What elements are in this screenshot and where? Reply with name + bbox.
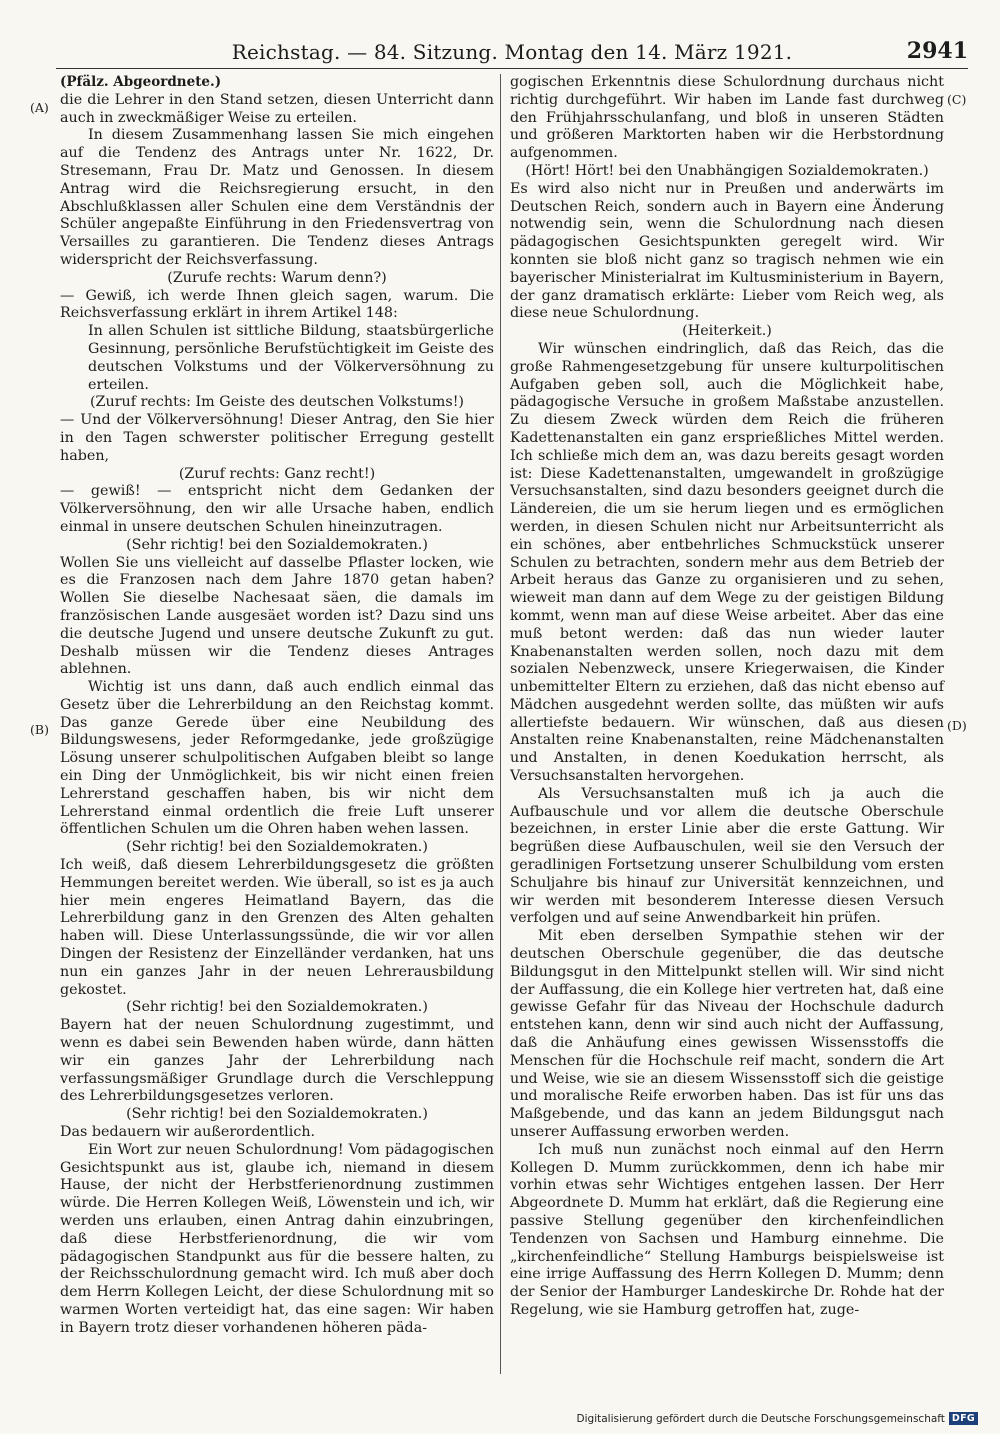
paragraph: In diesem Zusammenhang lassen Sie mich eingehen auf die Tendenz des Antrags unter Nr. 1622, Dr. Stresemann, Frau Dr. Matz und Genossen. In diesem Antrag wird die Reichsregierung ersucht, in den Abschlußklassen aller Schulen eine dem Verständnis der Schüler angepaßte Einführung in den Friedensvertrag von Versailles zu garantieren. Die Tendenz dieses Antrags widerspricht der Reichsverfassung. bbox=[60, 127, 494, 268]
running-title: Reichstag. — 84. Sitzung. Montag den 14. März 1921. bbox=[231, 40, 793, 64]
margin-mark-d: (D) bbox=[947, 718, 967, 733]
paragraph: Bayern hat der neuen Schulordnung zugestimmt, und wenn es dabei sein Bewenden haben würde, dann hätten wir ein ganzes Jahr der Lehrerbildung nach verfassungsmäßiger Grundlage durch die Verschleppung des Lehrerbildungsgesetzes verloren. bbox=[60, 1017, 494, 1105]
paragraph: Das bedauern wir außerordentlich. bbox=[60, 1124, 316, 1141]
page-header bbox=[56, 38, 968, 69]
paragraph: — Und der Völkerversöhnung! Dieser Antrag, den Sie hier in den Tagen schwerster politischer Erregung gestellt haben, bbox=[60, 412, 494, 464]
margin-mark-b: (B) bbox=[30, 722, 49, 737]
interjection: (Hört! Hört! bei den Unabhängigen Sozialdemokraten.) bbox=[525, 162, 929, 179]
quotation: In allen Schulen ist sittliche Bildung, staatsbürgerliche Gesinnung, persönliche Berufstüchtigkeit im Geiste des deutschen Volkstums und der Völkerversöhnung zu erteilen. bbox=[88, 323, 494, 393]
paragraph: Ich weiß, daß diesem Lehrerbildungsgesetz die größten Hemmungen bereitet werden. Wie überall, so ist es ja auch hier mein engeres Heimatland Bayern, das die Lehrerbildung ganz in den Grenzen des Alten gehalten haben will. Diese Unterlassungssünde, die wir vor allen Dingen der Resistenz der Einzelländer verdanken, hat uns nun ein ganzes Jahr in der neuen Lehrerausbildung gekostet. bbox=[60, 857, 494, 998]
interjection: (Zurufe rechts: Warum denn?) bbox=[167, 269, 387, 286]
paragraph: Als Versuchsanstalten muß ich ja auch die Aufbauschule und vor allem die deutsche Oberschule bezeichnen, in erster Linie aber die erste Gattung. Wir begrüßen diese Aufbauschulen, weil sie den Versuch der geradlinigen Fortsetzung unserer Schulbildung vom ersten Schuljahre bis hinauf zur Universität kennzeichnen, und wir werden mit besonderem Interesse diesen Versuch verfolgen und auf seine Anwendbarkeit hin prüfen. bbox=[510, 785, 944, 927]
interjection: (Heiterkeit.) bbox=[682, 323, 772, 340]
paragraph: Es wird also nicht nur in Preußen und anderwärts im Deutschen Reich, sondern auch in Bayern eine Änderung notwendig sein, wenn die Schulordnung nach diesen pädagogischen Gesichtspunkten geregelt wird. Wir konnten sie bloß nicht ganz so tragisch nehmen wie ein bayerischer Ministerialrat im Kultusministerium in Bayern, der ganz dramatisch erklärte: Lieber vom Reich weg, als diese neue Schulordnung. bbox=[510, 180, 944, 322]
page-number: 2941 bbox=[906, 38, 968, 64]
column-divider bbox=[500, 74, 501, 1374]
paragraph: — Gewiß, ich werde Ihnen gleich sagen, warum. Die Reichsverfassung erklärt in ihrem Artikel 148: bbox=[60, 287, 494, 322]
interjection: (Sehr richtig! bei den Sozialdemokraten.) bbox=[126, 536, 428, 553]
footer bbox=[577, 1412, 978, 1425]
interjection: (Sehr richtig! bei den Sozialdemokraten.) bbox=[126, 1106, 428, 1123]
paragraph: Wollen Sie uns vielleicht auf dasselbe Pflaster locken, wie es die Franzosen nach dem Jahre 1870 getan haben? Wollen Sie dieselbe Nachesaat säen, die damals im französischen Lande ausgesäet worden ist? Dazu sind uns die deutsche Jugend und unsere deutsche Zukunft zu gut. Deshalb müssen wir die Tendenz dieses Antrages ablehnen. bbox=[60, 554, 494, 678]
paragraph: gogischen Erkenntnis diese Schulordnung durchaus nicht richtig durchgeführt. Wir haben im Lande fast durchweg den Frühjahrsschulanfang, und bloß in unseren Städten und größeren Marktorten haben wir die Herbstordnung aufgenommen. bbox=[510, 74, 944, 162]
interjection: (Sehr richtig! bei den Sozialdemokraten.) bbox=[126, 999, 428, 1016]
paragraph: Wichtig ist uns dann, daß auch endlich einmal das Gesetz über die Lehrerbildung an den Reichstag kommt. Das ganze Gerede über eine Neubildung des Bildungswesens, jeder Reformgedanke, jede großzügige Lösung unserer schulpolitischen Aufgaben bleibt so lange ein Ding der Unmöglichkeit, bis wir nicht einen freien Lehrerstand geschaffen haben, bis wir nicht dem Lehrerstand einmal ordentlich die freie Luft unserer öffentlichen Schulen um die Ohren haben wehen lassen. bbox=[60, 679, 494, 838]
left-column bbox=[60, 74, 494, 1338]
funding-note: Digitalisierung gefördert durch die Deutsche Forschungsgemeinschaft bbox=[576, 1412, 945, 1425]
right-column bbox=[510, 74, 944, 1320]
speaker-heading: (Pfälz. Abgeordnete.) bbox=[60, 74, 222, 90]
interjection: (Zuruf rechts: Im Geiste des deutschen Volkstums!) bbox=[89, 394, 465, 411]
interjection: (Sehr richtig! bei den Sozialdemokraten.) bbox=[126, 839, 428, 856]
paragraph: Wir wünschen eindringlich, daß das Reich, das die große Rahmengesetzgebung für unsere kulturpolitischen Aufgaben geben soll, auch die Möglichkeit habe, pädagogische Versuche in großem Maßstabe anzustellen. Zu diesem Zweck würden dem Reich die früheren Kadettenanstalten ein ganz ersprießliches Mittel werden. Ich schließe mich dem an, was dazu bereits gesagt worden ist: Diese Kadettenanstalten, umgewandelt in großzügige Versuchsanstalten, sind dazu besonders geeignet durch die Ländereien, die um sie herum liegen und es ermöglichen werden, in diesen Schulen nicht nur Arbeitsunterricht als ein schönes, aber entbehrliches Schmuckstück unserer Schulen zu betrachten, sondern mehr aus dem Betrieb der Arbeit heraus das Ganze zu organisieren und zu sehen, wieweit man dann auf dem Wege zu der geistigen Bildung kommt, wenn man auf diese Weise arbeitet. Aber das eine muß betont werden: daß das nun wieder lauter Knabenanstalten werden sollen, noch dazu mit dem sozialen Nebenzweck, unsere Kriegerwaisen, die Kinder unbemittelter Eltern zu erziehen, daß das nicht ebenso auf Mädchen ausgedehnt werden sollte, das müßten wir aufs allertiefste bedauern. Wir wünschen, daß aus diesen Anstalten reine Knabenanstalten, reine Mädchenanstalten und Anstalten, in denen Koedukation herrscht, als Versuchsanstalten hervorgehen. bbox=[510, 340, 944, 785]
paragraph: Ein Wort zur neuen Schulordnung! Vom pädagogischen Gesichtspunkt aus ist, glaube ich, niemand in diesem Hause, der nicht der Herbstferienordnung zustimmen würde. Die Herren Kollegen Weiß, Löwenstein und ich, wir werden uns erlauben, einen Antrag dahin einzubringen, daß diese Herbstferienordnung, die wir vom pädagogischen Standpunkt aus für die bessere halten, zu der Reichsschulordnung gemacht wird. Ich muß aber doch dem Herrn Kollegen Leicht, der diese Schulordnung mit so warmen Worten verteidigt hat, das eine sagen: Wir haben in Bayern trotz dieser vorhandenen höheren päda- bbox=[60, 1141, 494, 1336]
dfg-logo: DFG bbox=[949, 1412, 978, 1425]
paragraph: Mit eben derselben Sympathie stehen wir der deutschen Oberschule gegenüber, die das deutsche Bildungsgut in den Mittelpunkt stellen will. Wir sind nicht der Auffassung, die ein Kollege hier vertreten hat, daß eine gewisse Gefahr für das Niveau der Hochschule dadurch entstehen kann, denn wir sind auch nicht der Auffassung, daß die Anhäufung eines gewissen Wissensstoffs die Menschen für die Hochschule reif macht, sondern die Art und Weise, wie sie an diesem Wissensstoff sich die geistige und moralische Reife erworben haben. Das ist für uns das Maßgebende, und das kann an jedem Bildungsgut nach unserer Auffassung erworben werden. bbox=[510, 928, 944, 1141]
paragraph: Ich muß nun zunächst noch einmal auf den Herrn Kollegen D. Mumm zurückkommen, denn ich habe mir vorhin etwas sehr Wichtiges entgehen lassen. Der Herr Abgeordnete D. Mumm hat erklärt, daß die Regierung eine passive Stellung gegenüber den kirchenfeindlichen Tendenzen von Sachsen und Hamburg einnehme. Die „kirchenfeindliche“ Stellung Hamburgs beispielsweise ist eine irrige Auffassung des Herrn Kollegen D. Mumm; denn der Senior der Hamburger Landeskirche Dr. Rohde hat der Regelung, wie sie Hamburg getroffen hat, zuge- bbox=[510, 1141, 944, 1318]
margin-mark-a: (A) bbox=[30, 100, 49, 115]
interjection: (Zuruf rechts: Ganz recht!) bbox=[178, 465, 376, 482]
margin-mark-c: (C) bbox=[947, 92, 967, 107]
paragraph: — gewiß! — entspricht nicht dem Gedanken der Völkerversöhnung, den wir alle Ursache haben, endlich einmal in unsere deutschen Schulen hineinzutragen. bbox=[60, 483, 494, 535]
paragraph: die die Lehrer in den Stand setzen, diesen Unterricht dann auch in zweckmäßiger Weise zu erteilen. bbox=[60, 91, 494, 126]
